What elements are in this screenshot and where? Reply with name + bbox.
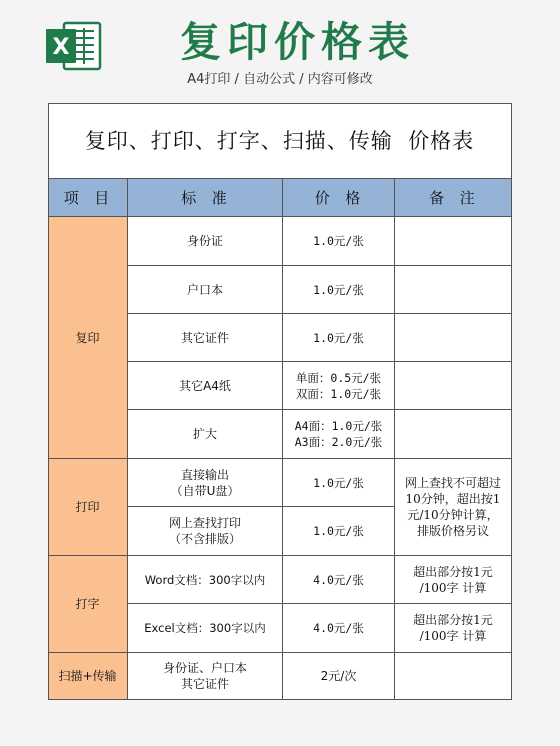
banner [0,0,560,100]
note-cell: 超出部分按1元 /100字 计算 [395,556,512,604]
header-price: 价 格 [283,179,395,217]
header-note: 备 注 [395,179,512,217]
print-note-cell: 网上查找不可超过 10分钟，超出按1 元/10分钟计算， 排版价格另议 [395,459,512,556]
category-copy: 复印 [48,217,128,459]
note-cell [395,653,512,700]
standard-cell: 扩大 [128,410,283,459]
excel-icon [44,19,102,73]
category-print: 打印 [48,459,128,556]
standard-cell: 身份证、户口本 其它证件 [128,653,283,700]
price-cell: A4面：1.0元/张 A3面：2.0元/张 [283,410,395,459]
note-cell [395,410,512,459]
header-standard: 标 准 [128,179,283,217]
price-table [48,103,512,700]
price-cell: 单面：0.5元/张 双面：1.0元/张 [283,362,395,410]
price-cell: 1.0元/张 [283,314,395,362]
standard-cell: 户口本 [128,266,283,314]
price-cell: 4.0元/张 [283,556,395,604]
excel-logo-letter: X [52,35,70,60]
category-scan-transfer: 扫描+传输 [48,653,128,700]
standard-cell: 其它A4纸 [128,362,283,410]
price-cell: 2元/次 [283,653,395,700]
page-title: 复印价格表 [180,18,415,66]
standard-cell: Excel文档：300字以内 [128,604,283,653]
note-cell [395,362,512,410]
standard-cell: 网上查找打印 （不含排版） [128,507,283,556]
price-cell: 1.0元/张 [283,217,395,266]
standard-cell: 其它证件 [128,314,283,362]
header-item: 项 目 [48,179,128,217]
price-cell: 1.0元/张 [283,459,395,507]
note-cell: 超出部分按1元 /100字 计算 [395,604,512,653]
note-cell [395,217,512,266]
note-cell [395,266,512,314]
page-subtitle: A4打印 / 自动公式 / 内容可修改 [187,72,373,87]
note-cell [395,314,512,362]
standard-cell: 直接输出 （自带U盘） [128,459,283,507]
price-cell: 1.0元/张 [283,266,395,314]
price-cell: 4.0元/张 [283,604,395,653]
category-typing: 打字 [48,556,128,653]
table-title: 复印、打印、打字、扫描、传输 价格表 [48,103,512,179]
price-cell: 1.0元/张 [283,507,395,556]
standard-cell: 身份证 [128,217,283,266]
standard-cell: Word文档：300字以内 [128,556,283,604]
